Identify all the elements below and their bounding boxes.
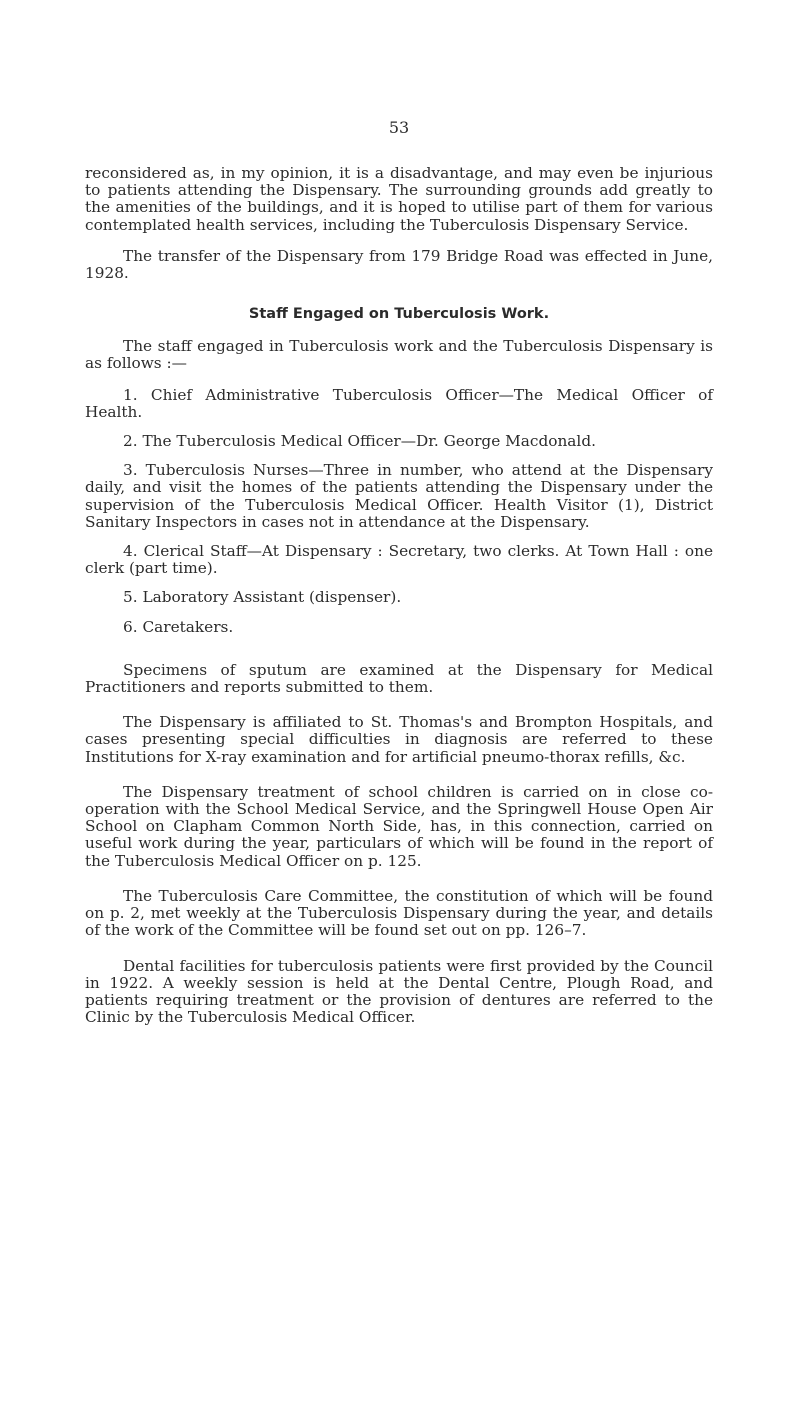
document-page	[85, 118, 713, 1040]
paragraph-transfer: The transfer of the Dispensary from 179 Bridge Road was effected in June, 1928.	[85, 246, 713, 283]
staff-list-item: 3. Tuberculosis Nurses—Three in number, who attend at the Dispensary daily, and visit the homes of the patients attending the Dispensary under the supervision of the Tuberculosis Medical Officer. Health Visitor (1), District Sanitary Inspectors in cases not in attendance at the Dispensary.	[85, 461, 713, 531]
paragraph-affiliated: The Dispensary is affiliated to St. Thomas's and Brompton Hospitals, and cases presenting special difficulties in diagnosis are referred to these Institutions for X-ray examination and for artificial pneumo-thorax refills, &c.	[85, 713, 713, 766]
staff-list-item: 1. Chief Administrative Tuberculosis Officer—The Medical Officer of Health.	[85, 385, 713, 421]
paragraph-continued: reconsidered as, in my opinion, it is a disadvantage, and may even be injurious to patients attending the Dispensary. The surrounding grounds add greatly to the amenities of the buildings, and it is hoped to utilise part of them for various contemplated health services, including the Tuberculosis Dispensary Service.	[85, 164, 713, 234]
staff-list-item: 6. Caretakers.	[123, 617, 234, 636]
section-heading-staff: Staff Engaged on Tuberculosis Work.	[248, 306, 550, 323]
page-number: 53	[388, 118, 410, 137]
staff-list-item: 2. The Tuberculosis Medical Officer—Dr. George Macdonald.	[123, 432, 596, 451]
paragraph-school: The Dispensary treatment of school children is carried on in close co-operation with the School Medical Service, and the Springwell House Open Air School on Clapham Common North Side, has, in this connection, carried on useful work during the year, particulars of which will be found in the report of the Tuberculosis Medical Officer on p. 125.	[85, 782, 713, 870]
paragraph-staff-intro: The staff engaged in Tuberculosis work and the Tuberculosis Dispensary is as follows :—	[85, 337, 713, 373]
paragraph-care-committee: The Tuberculosis Care Committee, the constitution of which will be found on p. 2, met weekly at the Tuberculosis Dispensary during the year, and details of the work of the Committee will be found set out on pp. 126–7.	[85, 886, 713, 940]
staff-list-item: 5. Laboratory Assistant (dispenser).	[123, 588, 402, 607]
staff-list	[85, 387, 713, 636]
staff-list-item: 4. Clerical Staff—At Dispensary : Secretary, two clerks. At Town Hall : one clerk (part time).	[85, 542, 713, 578]
paragraph-dental: Dental facilities for tuberculosis patients were first provided by the Council in 1922. A weekly session is held at the Dental Centre, Plough Road, and patients requiring treatment or the provision of dentures are referred to the Clinic by the Tuberculosis Medical Officer.	[85, 956, 713, 1027]
paragraph-sputum: Specimens of sputum are examined at the Dispensary for Medical Practitioners and reports submitted to them.	[85, 660, 713, 697]
